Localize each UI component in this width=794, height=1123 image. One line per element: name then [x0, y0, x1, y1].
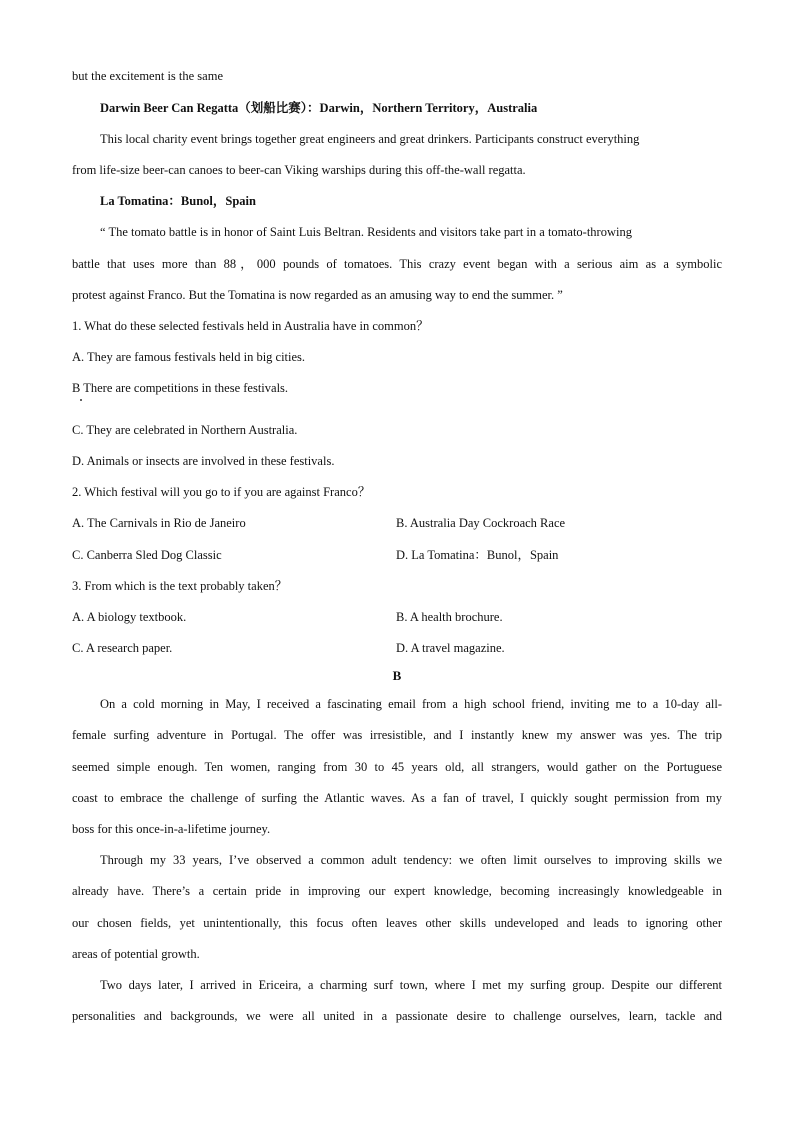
text-line: female surfing adventure in Portugal. The offer was irresistible, and I instantly knew my answer was yes. The trip — [72, 728, 722, 742]
text-line: Through my 33 years, I’ve observed a common adult tendency: we often limit ourselves to improving skills we — [100, 853, 722, 867]
option-c: C. A research paper. — [72, 641, 173, 655]
text-line: from life-size beer-can canoes to beer-can Viking warships during this off-the-wall regatta. — [72, 163, 526, 177]
text-line: but the excitement is the same — [72, 69, 223, 83]
text-line: On a cold morning in May, I received a fascinating email from a high school friend, inviting me to a 10-day all- — [100, 697, 722, 711]
option-a: A. They are famous festivals held in big cities. — [72, 350, 306, 364]
text-line: This local charity event brings together great engineers and great drinkers. Participants construct everything — [100, 132, 640, 146]
text-line: “ The tomato battle is in honor of Saint Luis Beltran. Residents and visitors take part in a tomato-throwing — [100, 225, 632, 239]
question-3: 3. From which is the text probably taken？ — [72, 579, 288, 593]
text-line: our chosen fields, yet unintentionally, this focus often leaves other skills undeveloped and leads to ignoring other — [72, 916, 722, 930]
question-2: 2. Which festival will you go to if you are against Franco？ — [72, 485, 371, 499]
text-line: Two days later, I arrived in Ericeira, a charming surf town, where I met my surfing group. Despite our different — [100, 978, 722, 992]
text-line: already have. There’s a certain pride in improving our expert knowledge, becoming increasingly knowledgeable in — [72, 884, 722, 898]
option-d: D. Animals or insects are involved in these festivals. — [72, 454, 335, 468]
option-d: D. A travel magazine. — [396, 641, 505, 655]
section-b-label: B — [392, 668, 402, 683]
text-line: battle that uses more than 88，000 pounds of tomatoes. This crazy event began with a serious aim as a symbolic — [72, 257, 722, 271]
option-c: C. Canberra Sled Dog Classic — [72, 548, 222, 562]
text-line: coast to embrace the challenge of surfing the Atlantic waves. As a fan of travel, I quickly sought permission from my — [72, 791, 722, 805]
text-line: seemed simple enough. Ten women, ranging from 30 to 45 years old, all strangers, would gather on the Portuguese — [72, 760, 722, 774]
stray-dot — [80, 399, 82, 401]
option-b: B. A health brochure. — [396, 610, 503, 624]
darwin-heading: Darwin Beer Can Regatta（划船比赛）：Darwin，Northern Territory，Australia — [100, 101, 538, 115]
option-a: A. The Carnivals in Rio de Janeiro — [72, 516, 246, 530]
option-b: B There are competitions in these festivals. — [72, 381, 289, 395]
text-line: boss for this once-in-a-lifetime journey. — [72, 822, 271, 836]
option-c: C. They are celebrated in Northern Australia. — [72, 423, 298, 437]
question-1: 1. What do these selected festivals held in Australia have in common？ — [72, 319, 429, 333]
text-line: protest against Franco. But the Tomatina is now regarded as an amusing way to end the summer. ” — [72, 288, 563, 302]
tomatina-heading: La Tomatina：Bunol，Spain — [100, 194, 256, 208]
option-a: A. A biology textbook. — [72, 610, 187, 624]
text-line: personalities and backgrounds, we were all united in a passionate desire to challenge ourselves, learn, tackle and — [72, 1009, 722, 1023]
text-line: areas of potential growth. — [72, 947, 200, 961]
option-d: D. La Tomatina：Bunol，Spain — [396, 548, 559, 562]
option-b: B. Australia Day Cockroach Race — [396, 516, 566, 530]
